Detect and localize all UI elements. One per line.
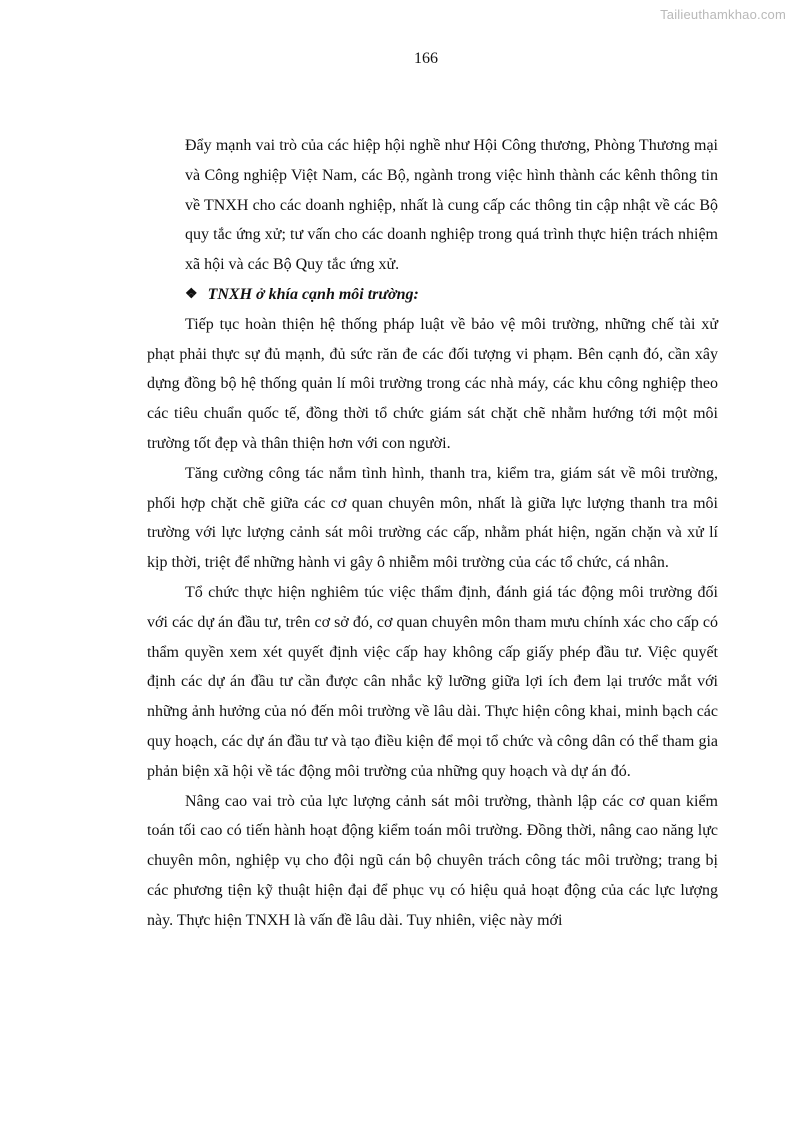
watermark-text: Tailieuthamkhao.com [660,7,786,22]
page-number: 166 [414,50,438,67]
paragraph: Tăng cường công tác nắm tình hình, thanh tra, kiểm tra, giám sát về môi trường, phối hợp chặt chẽ giữa các cơ quan chuyên môn, nhất là giữa lực lượng thanh tra môi trường với lực lượng cảnh sát môi trường các cấp, nhằm phát hiện, ngăn chặn và xử lí kịp thời, triệt để những hành vi gây ô nhiễm môi trường của các tổ chức, cá nhân. [147,464,718,572]
paragraph: Tiếp tục hoàn thiện hệ thống pháp luật về bảo vệ môi trường, những chế tài xử phạt phải thực sự đủ mạnh, đủ sức răn đe các đối tượng vi phạm. Bên cạnh đó, cần xây dựng đồng bộ hệ thống quản lí môi trường trong các nhà máy, các khu công nghiệp theo các tiêu chuẩn quốc tế, đồng thời tổ chức giám sát chặt chẽ nhằm hướng tới một môi trường tốt đẹp và thân thiện hơn với con người. [147,315,718,452]
paragraph: Nâng cao vai trò của lực lượng cảnh sát môi trường, thành lập các cơ quan kiểm toán tối cao có tiến hành hoạt động kiểm toán môi trường. Đồng thời, nâng cao năng lực chuyên môn, nghiệp vụ cho đội ngũ cán bộ chuyên trách công tác môi trường; trang bị các phương tiện kỹ thuật hiện đại để phục vụ có hiệu quả hoạt động của các lực lượng này. Thực hiện TNXH là vấn đề lâu dài. Tuy nhiên, việc này mới [147,792,718,929]
section-heading [147,280,718,310]
diamond-bullet-icon: ❖ [185,286,198,302]
paragraph: Tổ chức thực hiện nghiêm túc việc thẩm định, đánh giá tác động môi trường đối với các dự án đầu tư, trên cơ sở đó, cơ quan chuyên môn tham mưu chính xác cho cấp có thẩm quyền xem xét quyết định việc cấp hay không cấp giấy phép đầu tư. Việc quyết định các dự án đầu tư cần được cân nhắc kỹ lưỡng giữa lợi ích đem lại trước mắt với những ảnh hưởng của nó đến môi trường về lâu dài. Thực hiện công khai, minh bạch các quy hoạch, các dự án đầu tư và tạo điều kiện để mọi tổ chức và công dân có thể tham gia phản biện xã hội về tác động môi trường của những quy hoạch và dự án đó. [147,583,718,780]
document-body [147,131,718,936]
section-heading-text: TNXH ở khía cạnh môi trường: [207,285,419,303]
paragraph: Đẩy mạnh vai trò của các hiệp hội nghề như Hội Công thương, Phòng Thương mại và Công nghiệp Việt Nam, các Bộ, ngành trong việc hình thành các kênh thông tin về TNXH cho các doanh nghiệp, nhất là cung cấp các thông tin cập nhật về các Bộ quy tắc ứng xử; tư vấn cho các doanh nghiệp trong quá trình thực hiện trách nhiệm xã hội và các Bộ Quy tắc ứng xử. [185,137,718,274]
